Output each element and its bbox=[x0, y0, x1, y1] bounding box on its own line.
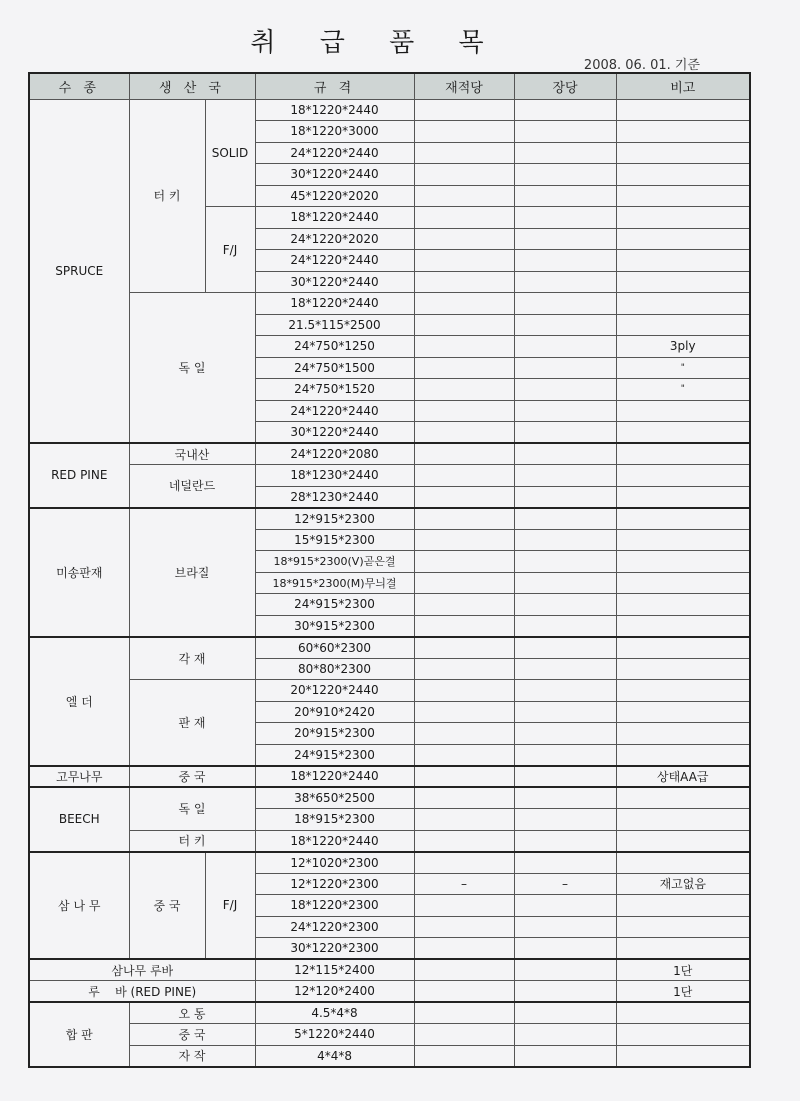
spec-cell: 12*120*2400 bbox=[255, 981, 414, 1003]
spec-cell: 12*115*2400 bbox=[255, 959, 414, 981]
spec-cell: 20*1220*2440 bbox=[255, 680, 414, 702]
product-table bbox=[28, 72, 751, 1068]
spec-cell: 15*915*2300 bbox=[255, 529, 414, 551]
table-row bbox=[29, 766, 750, 788]
spec-cell: 30*1220*2440 bbox=[255, 164, 414, 186]
origin-turkey: 터 키 bbox=[129, 99, 205, 293]
spec-cell: 30*1220*2300 bbox=[255, 938, 414, 960]
spec-cell: 24*915*2300 bbox=[255, 744, 414, 766]
origin-brazil: 브라질 bbox=[129, 508, 255, 637]
species-spruce: SPRUCE bbox=[29, 99, 129, 443]
spec-cell: 18*915*2300 bbox=[255, 809, 414, 831]
table-row bbox=[29, 637, 750, 659]
spec-cell: 24*750*1500 bbox=[255, 357, 414, 379]
origin-germany: 독 일 bbox=[129, 293, 255, 444]
spec-cell: 18*1220*2440 bbox=[255, 766, 414, 788]
header-row bbox=[29, 73, 750, 99]
note-cell: 재고없음 bbox=[616, 873, 750, 895]
spec-cell: 60*60*2300 bbox=[255, 637, 414, 659]
header-note: 비고 bbox=[616, 73, 750, 99]
spec-cell: 30*1220*2440 bbox=[255, 271, 414, 293]
spec-cell: 21.5*115*2500 bbox=[255, 314, 414, 336]
type-fj: F/J bbox=[205, 852, 255, 960]
spec-cell: 24*750*1520 bbox=[255, 379, 414, 401]
spec-cell: 24*1220*2300 bbox=[255, 916, 414, 938]
spec-cell: 18*915*2300(V)곧은결 bbox=[255, 551, 414, 573]
spec-cell: 5*1220*2440 bbox=[255, 1024, 414, 1046]
spec-cell: 20*915*2300 bbox=[255, 723, 414, 745]
header-per-volume: 재적당 bbox=[414, 73, 514, 99]
species-plywood: 합 판 bbox=[29, 1002, 129, 1067]
spec-cell: 80*80*2300 bbox=[255, 658, 414, 680]
species-rubber: 고무나무 bbox=[29, 766, 129, 788]
origin-china: 중 국 bbox=[129, 852, 205, 960]
table-row bbox=[29, 293, 750, 315]
spec-cell: 12*1220*2300 bbox=[255, 873, 414, 895]
type-board: 판 재 bbox=[129, 680, 255, 766]
table-row bbox=[29, 959, 750, 981]
spec-cell: 18*1220*3000 bbox=[255, 121, 414, 143]
species-cedar-louver: 삼나무 루바 bbox=[29, 959, 255, 981]
origin-paulownia: 오 동 bbox=[129, 1002, 255, 1024]
header-origin: 생 산 국 bbox=[129, 73, 255, 99]
header-per-sheet: 장당 bbox=[514, 73, 616, 99]
note-cell: 상태AA급 bbox=[616, 766, 750, 788]
page-title: 취 급 품 목 bbox=[250, 28, 502, 58]
spec-cell: 24*915*2300 bbox=[255, 594, 414, 616]
table-row bbox=[29, 1045, 750, 1067]
spec-cell: 20*910*2420 bbox=[255, 701, 414, 723]
spec-cell: 24*750*1250 bbox=[255, 336, 414, 358]
table-row bbox=[29, 443, 750, 465]
spec-cell: 18*1220*2440 bbox=[255, 830, 414, 852]
note-cell: 1단 bbox=[616, 981, 750, 1003]
reference-date: 2008. 06. 01. 기준 bbox=[583, 58, 700, 73]
table-row bbox=[29, 465, 750, 487]
species-redpine: RED PINE bbox=[29, 443, 129, 508]
species-alder: 엘 더 bbox=[29, 637, 129, 766]
table-row bbox=[29, 680, 750, 702]
origin-germany: 독 일 bbox=[129, 787, 255, 830]
origin-china: 중 국 bbox=[129, 1024, 255, 1046]
spec-cell: 4*4*8 bbox=[255, 1045, 414, 1067]
note-cell: 3ply bbox=[616, 336, 750, 358]
table-row bbox=[29, 508, 750, 530]
spec-cell: 24*1220*2020 bbox=[255, 228, 414, 250]
spec-cell: 24*1220*2080 bbox=[255, 443, 414, 465]
note-cell: " bbox=[616, 379, 750, 401]
spec-cell: 28*1230*2440 bbox=[255, 486, 414, 508]
spec-cell: 12*1020*2300 bbox=[255, 852, 414, 874]
table-row bbox=[29, 99, 750, 121]
per-sheet-cell: – bbox=[514, 873, 616, 895]
spec-cell: 4.5*4*8 bbox=[255, 1002, 414, 1024]
table-row bbox=[29, 852, 750, 874]
species-beech: BEECH bbox=[29, 787, 129, 852]
note-cell: 1단 bbox=[616, 959, 750, 981]
table-row bbox=[29, 1024, 750, 1046]
note-cell: " bbox=[616, 357, 750, 379]
spec-cell: 18*1230*2440 bbox=[255, 465, 414, 487]
spec-cell: 45*1220*2020 bbox=[255, 185, 414, 207]
spec-cell: 18*1220*2440 bbox=[255, 99, 414, 121]
table-row bbox=[29, 981, 750, 1003]
type-fj: F/J bbox=[205, 207, 255, 293]
table-row bbox=[29, 1002, 750, 1024]
type-solid: SOLID bbox=[205, 99, 255, 207]
species-misong: 미송판재 bbox=[29, 508, 129, 637]
spec-cell: 24*1220*2440 bbox=[255, 142, 414, 164]
table-row bbox=[29, 830, 750, 852]
header-spec: 규 격 bbox=[255, 73, 414, 99]
spec-cell: 12*915*2300 bbox=[255, 508, 414, 530]
origin-turkey: 터 키 bbox=[129, 830, 255, 852]
species-louver: 루 바 (RED PINE) bbox=[29, 981, 255, 1003]
type-square: 각 재 bbox=[129, 637, 255, 680]
species-cedar: 삼 나 무 bbox=[29, 852, 129, 960]
spec-cell: 18*915*2300(M)무늬결 bbox=[255, 572, 414, 594]
spec-cell: 24*1220*2440 bbox=[255, 250, 414, 272]
spec-cell: 38*650*2500 bbox=[255, 787, 414, 809]
header-species: 수 종 bbox=[29, 73, 129, 99]
origin-birch: 자 작 bbox=[129, 1045, 255, 1067]
spec-cell: 30*1220*2440 bbox=[255, 422, 414, 444]
spec-cell: 18*1220*2300 bbox=[255, 895, 414, 917]
origin-china: 중 국 bbox=[129, 766, 255, 788]
spec-cell: 18*1220*2440 bbox=[255, 207, 414, 229]
spec-cell: 30*915*2300 bbox=[255, 615, 414, 637]
spec-cell: 24*1220*2440 bbox=[255, 400, 414, 422]
origin-domestic: 국내산 bbox=[129, 443, 255, 465]
per-volume-cell: – bbox=[414, 873, 514, 895]
table-row bbox=[29, 787, 750, 809]
spec-cell: 18*1220*2440 bbox=[255, 293, 414, 315]
origin-netherlands: 네덜란드 bbox=[129, 465, 255, 508]
